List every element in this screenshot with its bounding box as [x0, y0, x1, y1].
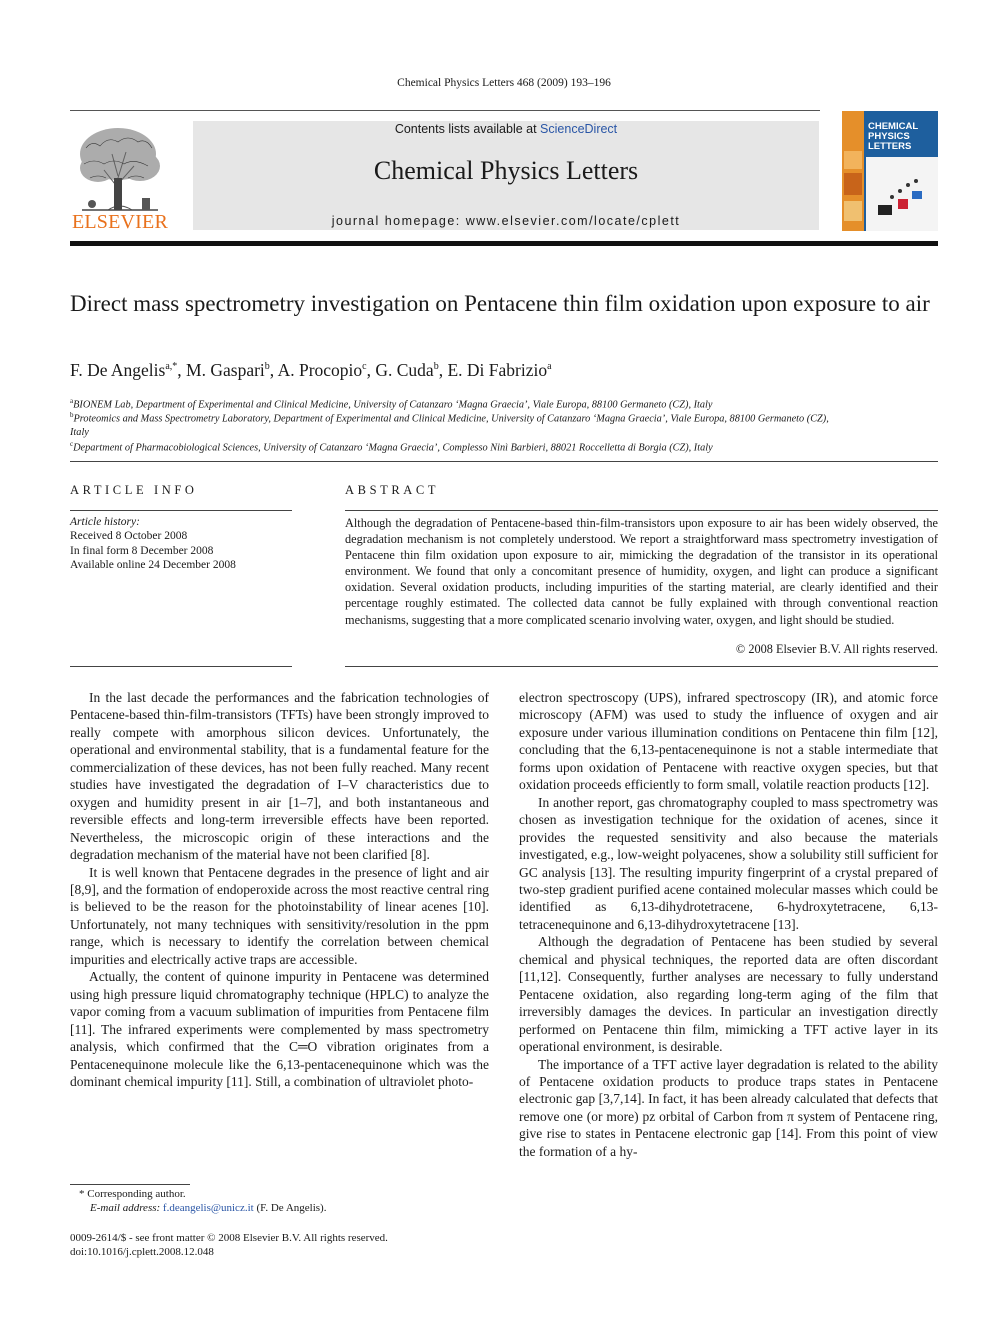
header-thick-rule	[70, 241, 938, 246]
abstract-rule	[345, 666, 938, 667]
author-name[interactable]: G. Cuda	[375, 360, 434, 380]
footer-doi[interactable]: doi:10.1016/j.cplett.2008.12.048	[70, 1246, 214, 1258]
body-paragraph: In the last decade the performances and the fabrication technologies of Pentacene-based thin-film-transistors (TFTs) have been strongly improved to really compete with amorphous silicon devices. Unfortunately, the operational and environmental stability, that is a fundamental feature for the commercialization of these devices, has not been fully reached. Many recent studies have investigated the degradation of I–V characteristics due to oxygen and humidity present in air [1–7], and both instantaneous and reversible effects and long-term irreversible effects have been reported. Nevertheless, the microscopic origin of these interactions and the degradation mechanism of the material have not been clarified [8].	[70, 690, 489, 863]
elsevier-wordmark: ELSEVIER	[71, 211, 169, 233]
cover-title-line: PHYSICS	[868, 131, 910, 142]
affiliation-text: Department of Pharmacobiological Sciences, University of Catanzaro ‘Magna Graecia’, Complesso Ninì Barbieri, 88021 Roccelletta di Borgia (CZ), Italy	[73, 442, 713, 454]
body-column-right	[519, 689, 938, 1160]
abstract-rule	[345, 510, 938, 511]
footnote-marker: *	[79, 1188, 85, 1200]
author-name[interactable]: A. Procopio	[277, 360, 363, 380]
body-paragraph: The importance of a TFT active layer degradation is related to the ability of Pentacene oxidation products to produce traps states in Pentacene electronic gap [3,7,14]. In fact, it has been already calculated that defects that remove one (or more) pz orbital of Carbon from π system of Pentacene ring, give rise to states in Pentacene electronic gap [14]. From this point of view the formation of a hy-	[519, 1056, 938, 1159]
author-affiliation-marker[interactable]: b	[433, 361, 439, 373]
affiliation	[70, 408, 830, 440]
section-rule	[70, 461, 938, 462]
cover-title-line: CHEMICAL	[868, 121, 919, 132]
article-title: Direct mass spectrometry investigation on Pentacene thin film oxidation upon exposure to air	[70, 291, 930, 316]
history-label: Article history:	[70, 516, 140, 528]
header-rule	[70, 110, 820, 111]
affiliation-text: BIONEM Lab, Department of Experimental and Clinical Medicine, University of Catanzaro ‘Magna Graecia’, Viale Europa, 88100 Germaneto (CZ), Italy	[73, 399, 713, 411]
article-info-rule	[70, 510, 292, 511]
homepage-prefix: journal homepage:	[331, 214, 466, 228]
author-email-link[interactable]: f.deangelis@unicz.it	[162, 1202, 254, 1214]
article-info-heading: ARTICLE INFO	[70, 483, 198, 497]
author-affiliation-marker[interactable]: b	[264, 361, 270, 373]
cover-title	[868, 122, 918, 152]
abstract-copyright: © 2008 Elsevier B.V. All rights reserved.	[735, 642, 938, 656]
footnote-rule	[70, 1184, 190, 1185]
history-final-form: In final form 8 December 2008	[70, 544, 214, 557]
body-paragraph: It is well known that Pentacene degrades in the presence of light and air [8,9], and the formation of endoperoxide across the most reactive central ring is believed to be the reason for the photoinstability of linear acenes [10]. Unfortunately, not many techniques with sensitivity/resolution in the ppm range, which is necessary to identify the correlation between chemical impurities and electrically active traps are accessible.	[70, 864, 489, 967]
affiliation-marker: c	[70, 440, 74, 448]
footnote-email-owner: (F. De Angelis).	[253, 1202, 327, 1214]
author-affiliation-marker[interactable]: a,*	[165, 361, 178, 373]
journal-homepage	[193, 214, 819, 228]
abstract-text: Although the degradation of Pentacene-based thin-film-transistors upon exposure to air has been widely observed, the degradation mechanism is not completely understood. We report a straightforward mass spectrometry investigation of Pentacene thin film oxidation upon exposure to air, mimicking the degradation of the transistor in its operational environment. We found that only a concomitant presence of humidity, oxygen, and light can produce a significant oxidation. Several oxidation products, including impurities of the starting material, are clearly identified and their percentage roughly estimated. The collected data cannot be fully explained with through conventional reaction mechanisms, suggesting that a more complicated scenario involving water, oxygen, and light should be studied.	[345, 516, 938, 627]
body-paragraph: In another report, gas chromatography coupled to mass spectrometry was chosen as investigation technique for the oxidation of acenes, since it provides the requested sensitivity and also because the materials investigated, e.g., low-weight polyacenes, show a solubility still sufficient for GC analysis [13]. The resulting impurity fingerprint of a crystal prepared of two-step gradient purified acene contained molecular masses which could be identified as 6,13-dihydrotetracene, 6-hydroxytetracene, 6,13-tetracenequinone and 6,13-dihydroxytetracene [13].	[519, 794, 938, 932]
author-list: F. De Angelis$^{a,*}$, M. Gaspari$^b$, A. Procopio$^c$, G. Cuda$^b$, E. Di Fabrizio$^a$	[70, 360, 552, 380]
body-paragraph: Actually, the content of quinone impurity in Pentacene was determined using high pressure liquid chromatography technique (HPLC) to analyze the vapor coming from a vacuum sublimation of impurities from Pentacene film [11]. The infrared experiments were complemented by mass spectrometry analysis, which confirmed that the C═O vibration originates from a Pentacenequinone molecule like the 6,13-pentacenequinone which was the dominant chemical impurity [11]. Still, a combination of ultraviolet photo-	[70, 969, 489, 1089]
journal-citation: Chemical Physics Letters 468 (2009) 193–196	[397, 77, 611, 89]
history-received: Received 8 October 2008	[70, 530, 188, 543]
affiliation-marker: a	[70, 397, 74, 405]
contents-line	[193, 122, 819, 136]
article-info-rule	[70, 666, 292, 667]
homepage-url[interactable]: www.elsevier.com/locate/cplett	[465, 214, 681, 228]
contents-prefix: Contents lists available at	[394, 122, 541, 136]
author-name[interactable]: F. De Angelis	[70, 360, 166, 380]
sciencedirect-link[interactable]: ScienceDirect	[540, 122, 618, 136]
cover-title-line: LETTERS	[868, 141, 912, 152]
affiliation-text: Proteomics and Mass Spectrometry Laboratory, Department of Experimental and Clinical Medicine, University of Catanzaro ‘Magna Graecia’, Viale Europa, 88100 Germaneto (CZ), Italy	[70, 413, 829, 439]
abstract-heading: ABSTRACT	[345, 483, 440, 497]
footer-issn: 0009-2614/$ - see front matter © 2008 Elsevier B.V. All rights reserved.	[70, 1232, 388, 1244]
journal-cover-thumbnail[interactable]	[842, 111, 938, 231]
footnote-corresponding: Corresponding author.	[87, 1188, 186, 1200]
author-name[interactable]: E. Di Fabrizio	[447, 360, 548, 380]
author-affiliation-marker[interactable]: c	[362, 361, 367, 373]
history-online: Available online 24 December 2008	[70, 558, 236, 571]
body-paragraph: Although the degradation of Pentacene has been studied by several chemical and physical techniques, the reported data are often discordant [11,12]. Consequently, further analyses are necessary to fully understand Pentacene oxidation, also regarding long-term aging of the film that irreversibly damages the devices. In particular an investigation directly performed on Pentacene thin film, mimicking a TFT active layer in its operational environment, is desirable.	[519, 934, 938, 1055]
journal-name: Chemical Physics Letters	[373, 156, 639, 185]
affiliation	[70, 437, 930, 455]
footnote-email-label: E-mail address:	[90, 1202, 163, 1214]
author-name[interactable]: M. Gaspari	[186, 360, 265, 380]
article-history	[70, 515, 292, 572]
body-paragraph: electron spectroscopy (UPS), infrared spectroscopy (IR), and atomic force microscopy (AFM) was used to study the influence of oxygen and air exposure under various illumination conditions on Pentacene thin film [12], concluding that the 6,13-pentacenequinone is not a stable intermediate that forms upon oxidation of Pentacene with reactive oxygen species, but that oxidation proceeds efficiently to form small, volatile reaction products [12].	[519, 690, 938, 793]
corresponding-author-footnote	[70, 1187, 489, 1215]
page-footer	[70, 1231, 489, 1259]
affiliation-marker: b	[70, 411, 74, 419]
body-column-left	[70, 689, 489, 1090]
author-affiliation-marker[interactable]: a	[547, 361, 552, 373]
